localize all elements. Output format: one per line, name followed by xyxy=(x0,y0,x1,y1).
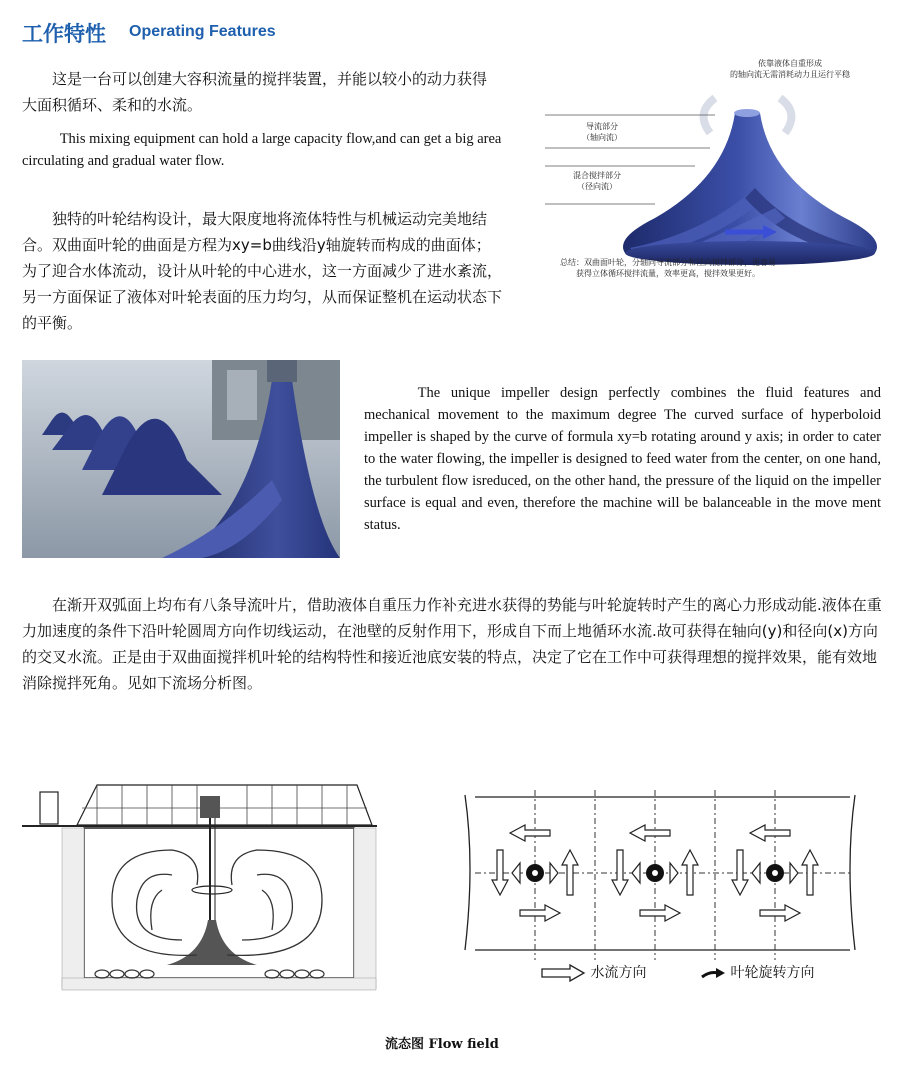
intro-paragraph-en: This mixing equipment can hold a large capacity flow,and can get a big area circulating and gradual water flow. xyxy=(22,131,502,169)
guide-section-label: 导流部分 xyxy=(586,122,618,131)
legend-water-flow xyxy=(540,962,646,982)
guide-section-sublabel: （轴向流） xyxy=(582,133,622,142)
impeller-cross-section-diagram xyxy=(545,58,890,288)
impeller-top-label-2: 的轴向流无需消耗动力且运行平稳 xyxy=(730,70,850,79)
plan-view-flow-diagram xyxy=(455,785,865,965)
impeller-photo xyxy=(22,360,340,558)
section-title-en: Operating Features xyxy=(129,23,276,40)
impeller-top-label-1: 依靠液体自重形成 xyxy=(758,59,822,68)
legend-impeller-rotation-label: 叶轮旋转方向 xyxy=(730,965,815,981)
impeller-summary-2: 获得立体循环搅拌流量，效率更高，搅拌效果更好。 xyxy=(576,269,760,278)
legend-impeller-rotation xyxy=(700,962,814,982)
flow-field-caption: 流态图 Flow field xyxy=(385,1037,499,1052)
tank-section-diagram xyxy=(22,780,377,995)
mix-section-label: 混合搅拌部分 xyxy=(573,171,621,180)
intro-paragraph-cn: 这是一台可以创建大容积流量的搅拌装置，并能以较小的动力获得大面积循环、柔和的水流。 xyxy=(22,70,488,114)
impeller-summary-1: 总结：双曲面叶轮，分轴向导流部分和径向搅拌部分，更容易 xyxy=(560,258,776,267)
design-paragraph-cn: 独特的叶轮结构设计，最大限度地将流体特性与机械运动完美地结合。双曲面叶轮的曲面是方程为xy=b曲线沿y轴旋转而构成的曲面体；为了迎合水体流动，设计从叶轮的中心进水，这一方面减少了进水紊流，另一方面保证了液体对叶轮表面的压力均匀，从而保证整机在运动状态下的平衡。 xyxy=(22,210,503,332)
section-title-cn: 工作特性 xyxy=(22,22,106,46)
design-paragraph-en: The unique impeller design perfectly combines the fluid features and mechanical movement to the maximum degree The curved surface of hyperboloid impeller is shaped by the curve of formula xy=b rotating around y axis; in order to cater to the water flowing, the impeller is designed to feed water from the center, on one hand, the turbulent flow isreduced, on the other hand, the pressure of the liquid on the impeller surface is equal and even, therefore the machine will be balanceable in the move ment status. xyxy=(364,385,881,533)
legend-water-flow-label: 水流方向 xyxy=(590,965,647,981)
flow-paragraph-cn: 在渐开双弧面上均布有八条导流叶片，借助液体自重压力作补充进水获得的势能与叶轮旋转时产生的离心力形成动能.液体在重力加速度的条件下沿叶轮圆周方向作切线运动，在池壁的反射作用下，形成自下而上地循环水流.故可获得在轴向(y)和径向(x)方向的交叉水流。正是由于双曲面搅拌机叶轮的结构特性和接近池底安装的特点，决定了它在工作中可获得理想的搅拌效果，能有效地消除搅拌死角。见如下流场分析图。 xyxy=(22,596,882,692)
mix-section-sublabel: （径向流） xyxy=(577,182,617,191)
hollow-arrow-icon xyxy=(540,964,586,982)
curved-arrow-icon xyxy=(700,966,726,980)
